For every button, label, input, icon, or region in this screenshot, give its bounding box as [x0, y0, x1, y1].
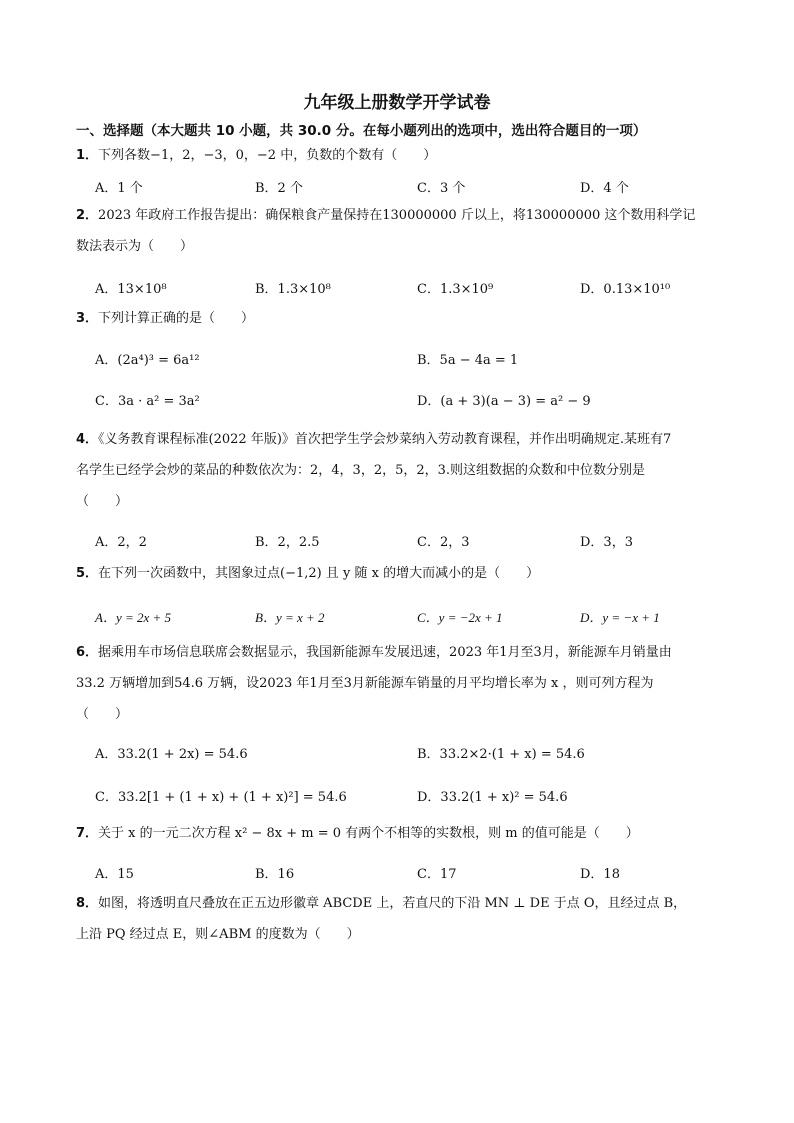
- option-c: C．33.2[1 + (1 + x) + (1 + x)²] = 54.6: [95, 790, 347, 805]
- question-text-line: 33.2 万辆增加到54.6 万辆，设2023 年1月至3月新能源车销量的月平均增长率为 x ，则可列方程为: [76, 676, 654, 691]
- question-text: 关于 x 的一元二次方程 x² − 8x + m = 0 有两个不相等的实数根，则 m 的值可能是（ ）: [98, 826, 639, 841]
- question-text-line: 《义务教育课程标准(2022 年版)》首次把学生学会炒菜纳入劳动教育课程，并作出明确规定.某班有7: [98, 432, 672, 447]
- question-8: [76, 888, 736, 950]
- question-text-line: 如图，将透明直尺叠放在正五边形徽章 ABCDE 上，若直尺的下沿 MN ⊥ DE 于点 O，且经过点 B，: [98, 896, 687, 911]
- question-3: [76, 303, 736, 334]
- question-number: 8．: [76, 896, 99, 911]
- section-heading: 一、选择题（本大题共 10 小题，共 30.0 分。在每小题列出的选项中，选出符合题目的一项）: [76, 123, 647, 139]
- question-number: 7．: [76, 826, 99, 841]
- question-text-line: 据乘用车市场信息联席会数据显示，我国新能源车发展迅速，2023 年1月至3月，新能源车月销量由: [98, 645, 672, 660]
- option-b: B．y = x + 2: [255, 610, 325, 625]
- option-d: D．y = −x + 1: [580, 610, 660, 625]
- option-d: D．18: [580, 867, 620, 882]
- question-7: [76, 818, 736, 849]
- question-text-line: 2023 年政府工作报告提出：确保粮食产量保持在130000000 斤以上，将130000000 这个数用科学记: [98, 208, 696, 223]
- option-c: C．1.3×10⁹: [417, 282, 494, 297]
- option-d: D．(a + 3)(a − 3) = a² − 9: [417, 394, 591, 409]
- question-6: [76, 637, 736, 730]
- option-d: D．4 个: [580, 181, 629, 196]
- option-b: B．1.3×10⁸: [255, 282, 331, 297]
- option-b: B．2 个: [255, 181, 303, 196]
- option-a: A．(2a⁴)³ = 6a¹²: [95, 353, 200, 368]
- question-text: 下列计算正确的是（ ）: [98, 311, 255, 326]
- option-b: B．2，2.5: [255, 535, 320, 550]
- question-text: 下列各数−1，2，−3，0，−2 中，负数的个数有（ ）: [98, 148, 437, 163]
- question-number: 4．: [76, 432, 99, 447]
- question-text-line: （ ）: [76, 707, 129, 722]
- option-a: A．1 个: [95, 181, 143, 196]
- question-text: 在下列一次函数中，其图象过点(−1,2) 且 y 随 x 的增大而减小的是（ ）: [98, 566, 540, 581]
- question-number: 6．: [76, 645, 99, 660]
- option-b: B．33.2×2·(1 + x) = 54.6: [417, 747, 585, 762]
- option-d: D．33.2(1 + x)² = 54.6: [417, 790, 568, 805]
- option-d: D．0.13×10¹⁰: [580, 282, 671, 297]
- question-4: [76, 424, 736, 517]
- option-a: A．13×10⁸: [95, 282, 167, 297]
- option-c: C．y = −2x + 1: [417, 610, 503, 625]
- option-c: C．17: [417, 867, 457, 882]
- option-c: C．3 个: [417, 181, 466, 196]
- question-number: 2．: [76, 208, 99, 223]
- page-title: 九年级上册数学开学试卷: [303, 93, 491, 113]
- option-a: A．2，2: [95, 535, 147, 550]
- question-text-line: （ ）: [76, 494, 129, 509]
- question-text-line: 上沿 PQ 经过点 E，则∠ABM 的度数为（ ）: [76, 927, 360, 942]
- option-d: D．3，3: [580, 535, 633, 550]
- option-a: A．33.2(1 + 2x) = 54.6: [95, 747, 248, 762]
- question-1: [76, 140, 736, 171]
- option-a: A．y = 2x + 5: [95, 610, 172, 625]
- question-number: 3．: [76, 311, 99, 326]
- question-text-line: 名学生已经学会炒的菜品的种数依次为：2，4，3，2，5，2，3.则这组数据的众数和中位数分别是: [76, 463, 646, 478]
- question-number: 5．: [76, 566, 99, 581]
- option-a: A．15: [95, 867, 134, 882]
- question-number: 1．: [76, 148, 99, 163]
- question-2: [76, 200, 736, 262]
- option-b: B．16: [255, 867, 295, 882]
- option-c: C．3a · a² = 3a²: [95, 394, 200, 409]
- question-5: [76, 558, 736, 589]
- question-text-line: 数法表示为（ ）: [76, 239, 194, 254]
- option-c: C．2，3: [417, 535, 470, 550]
- option-b: B．5a − 4a = 1: [417, 353, 519, 368]
